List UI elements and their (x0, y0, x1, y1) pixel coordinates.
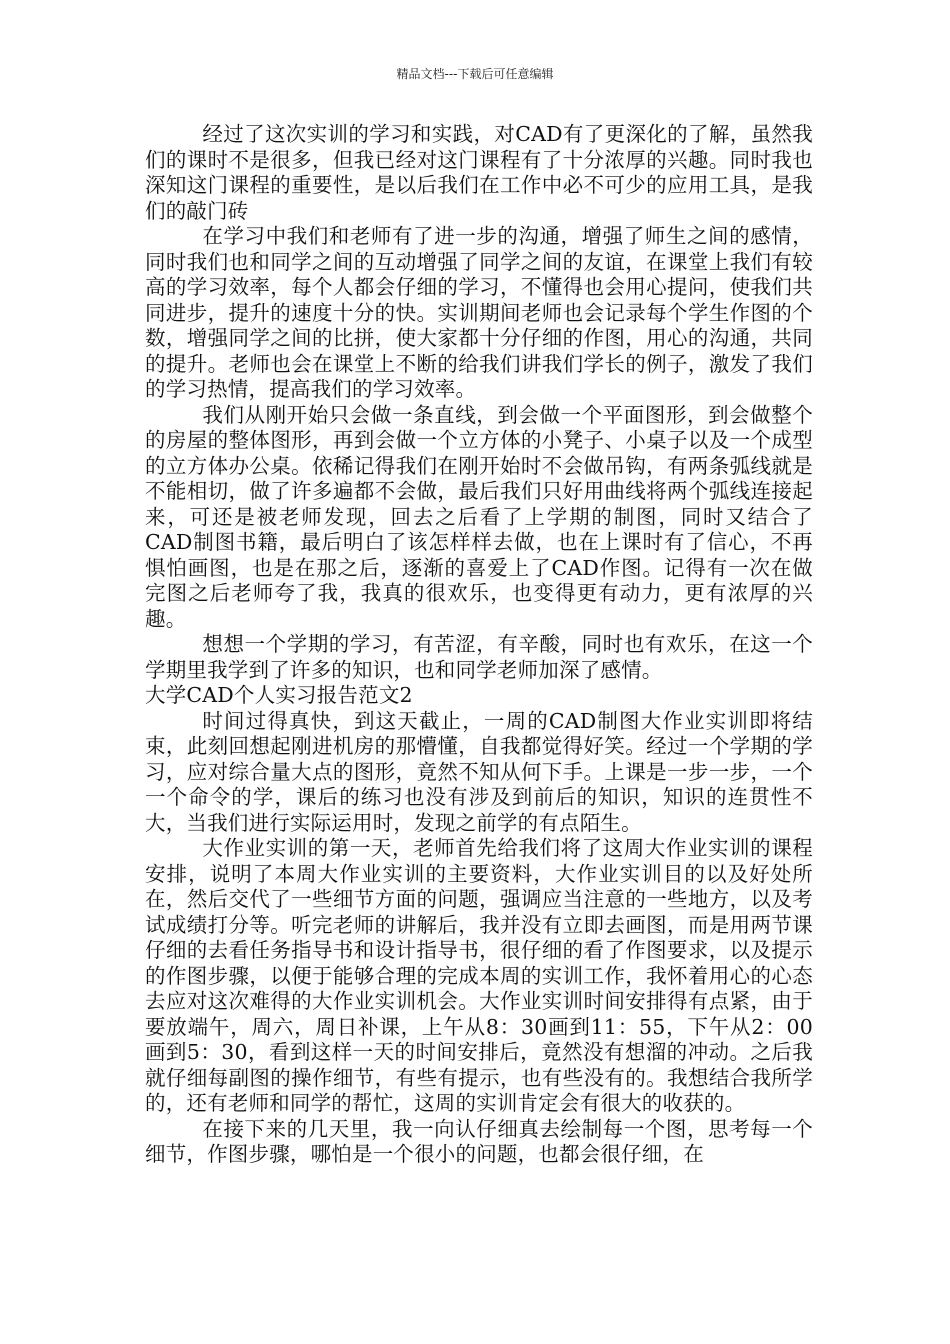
document-body (145, 122, 813, 1168)
paragraph: 时间过得真快，到这天截止，一周的CAD制图大作业实训即将结束，此刻回想起刚进机房的那懵懂，自我都觉得好笑。经过一个学期的学习，应对综合量大点的图形，竟然不知从何下手。上课是一步一步，一个一个命令的学，课后的练习也没有涉及到前后的知识，知识的连贯性不大，当我们进行实际运用时，发现之前学的有点陌生。 (145, 708, 813, 835)
paragraph: 大作业实训的第一天，老师首先给我们将了这周大作业实训的课程安排，说明了本周大作业实训的主要资料，大作业实训目的以及好处所在，然后交代了一些细节方面的问题，强调应当注意的一些地方，以及考试成绩打分等。听完老师的讲解后，我并没有立即去画图，而是用两节课仔细的去看任务指导书和设计指导书，很仔细的看了作图要求，以及提示的作图步骤，以便于能够合理的完成本周的实训工作，我怀着用心的心态去应对这次难得的大作业实训机会。大作业实训时间安排得有点紧，由于要放端午，周六，周日补课，上午从8：30画到11：55，下午从2：00画到5：30，看到这样一天的时间安排后，竟然没有想溜的冲动。之后我就仔细每副图的操作细节，有些有提示，也有些没有的。我想结合我所学的，还有老师和同学的帮忙，这周的实训肯定会有很大的收获的。 (145, 836, 813, 1115)
paragraph: 在接下来的几天里，我一向认仔细真去绘制每一个图，思考每一个细节，作图步骤，哪怕是一个很小的问题，也都会很仔细，在 (145, 1116, 813, 1166)
paragraph: 我们从刚开始只会做一条直线，到会做一个平面图形，到会做整个的房屋的整体图形，再到会做一个立方体的小凳子、小桌子以及一个成型的立方体办公桌。依稀记得我们在刚开始时不会做吊钩，有两条弧线就是不能相切，做了许多遍都不会做，最后我们只好用曲线将两个弧线连接起来，可还是被老师发现，回去之后看了上学期的制图，同时又结合了CAD制图书籍，最后明白了该怎样样去做，也在上课时有了信心，不再惧怕画图，也是在那之后，逐渐的喜爱上了CAD作图。记得有一次在做完图之后老师夸了我，我真的很欢乐，也变得更有动力，更有浓厚的兴趣。 (145, 402, 813, 631)
paragraph: 想想一个学期的学习，有苦涩，有辛酸，同时也有欢乐，在这一个学期里我学到了许多的知识，也和同学老师加深了感情。 (145, 632, 813, 682)
section-title: 大学CAD个人实习报告范文2 (145, 683, 413, 707)
paragraph: 经过了这次实训的学习和实践，对CAD有了更深化的了解，虽然我们的课时不是很多，但我已经对这门课程有了十分浓厚的兴趣。同时我也深知这门课程的重要性，是以后我们在工作中必不可少的应用工具，是我们的敲门砖 (145, 122, 813, 223)
paragraph: 在学习中我们和老师有了进一步的沟通，增强了师生之间的感情，同时我们也和同学之间的互动增强了同学之间的友谊，在课堂上我们有较高的学习效率，每个人都会仔细的学习，不懂得也会用心提问，使我们共同进步，提升的速度十分的快。实训期间老师也会记录每个学生作图的个数，增强同学之间的比拼，使大家都十分仔细的作图，用心的沟通，共同的提升。老师也会在课堂上不断的给我们讲我们学长的例子，激发了我们的学习热情，提高我们的学习效率。 (145, 224, 813, 401)
page-header: 精品文档---下载后可任意编辑 (396, 67, 554, 81)
